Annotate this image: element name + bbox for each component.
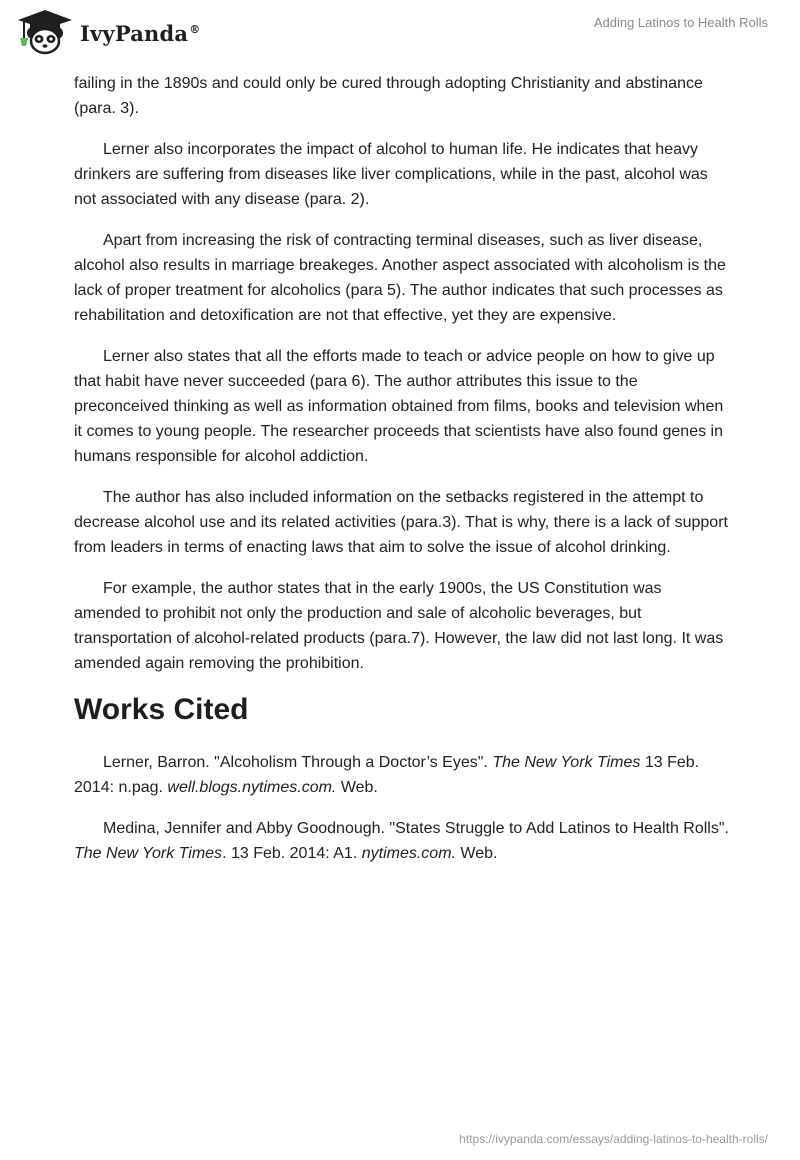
document-title: Adding Latinos to Health Rolls [593, 15, 768, 30]
works-cited-heading: Works Cited [74, 693, 249, 726]
panda-graduate-icon [14, 8, 76, 56]
brand-logo[interactable] [14, 8, 200, 56]
paragraph: Apart from increasing the risk of contracting terminal diseases, such as liver disease, alcohol also results in marriage breakeges. Another aspect associated with alcoholism is the lack of proper treatment for alcoholics (para 5). The author indicates that such processes as rehabilitation and detoxification are not that effective, yet they are expensive. [74, 232, 726, 324]
citation-entry: Lerner, Barron. "Alcoholism Through a Doctor’s Eyes". The New York Times 13 Feb. 2014: n.pag. well.blogs.nytimes.com. Web. [74, 754, 700, 796]
paragraph: The author has also included information on the setbacks registered in the attempt to decrease alcohol use and its related activities (para.3). That is why, there is a lack of support from leaders in terms of enacting laws that aim to solve the issue of alcohol drinking. [74, 489, 728, 556]
source-url[interactable]: https://ivypanda.com/essays/adding-latinos-to-health-rolls/ [459, 1132, 768, 1146]
paragraph: Lerner also incorporates the impact of alcohol to human life. He indicates that heavy drinkers are suffering from diseases like liver complications, while in the past, alcohol was not associated with any disease (para. 2). [74, 141, 708, 208]
paragraph-continuation: failing in the 1890s and could only be cured through adopting Christianity and abstinance (para. 3). [74, 75, 703, 117]
brand-name: IvyPanda® [80, 20, 201, 46]
essay-content [74, 71, 730, 882]
citation-entry: Medina, Jennifer and Abby Goodnough. "States Struggle to Add Latinos to Health Rolls". The New York Times. 13 Feb. 2014: A1. nytimes.com. Web. [74, 820, 729, 862]
page-header [0, 0, 800, 64]
paragraph: Lerner also states that all the efforts made to teach or advice people on how to give up that habit have never succeeded (para 6). The author attributes this issue to the preconceived thinking as well as information obtained from films, books and television when it comes to young people. The researcher proceeds that scientists have also found genes in humans responsible for alcohol addiction. [74, 348, 724, 465]
paragraph: For example, the author states that in the early 1900s, the US Constitution was amended to prohibit not only the production and sale of alcoholic beverages, but transportation of alcohol-related products (para.7). However, the law did not last long. It was amended again removing the prohibition. [74, 580, 724, 672]
